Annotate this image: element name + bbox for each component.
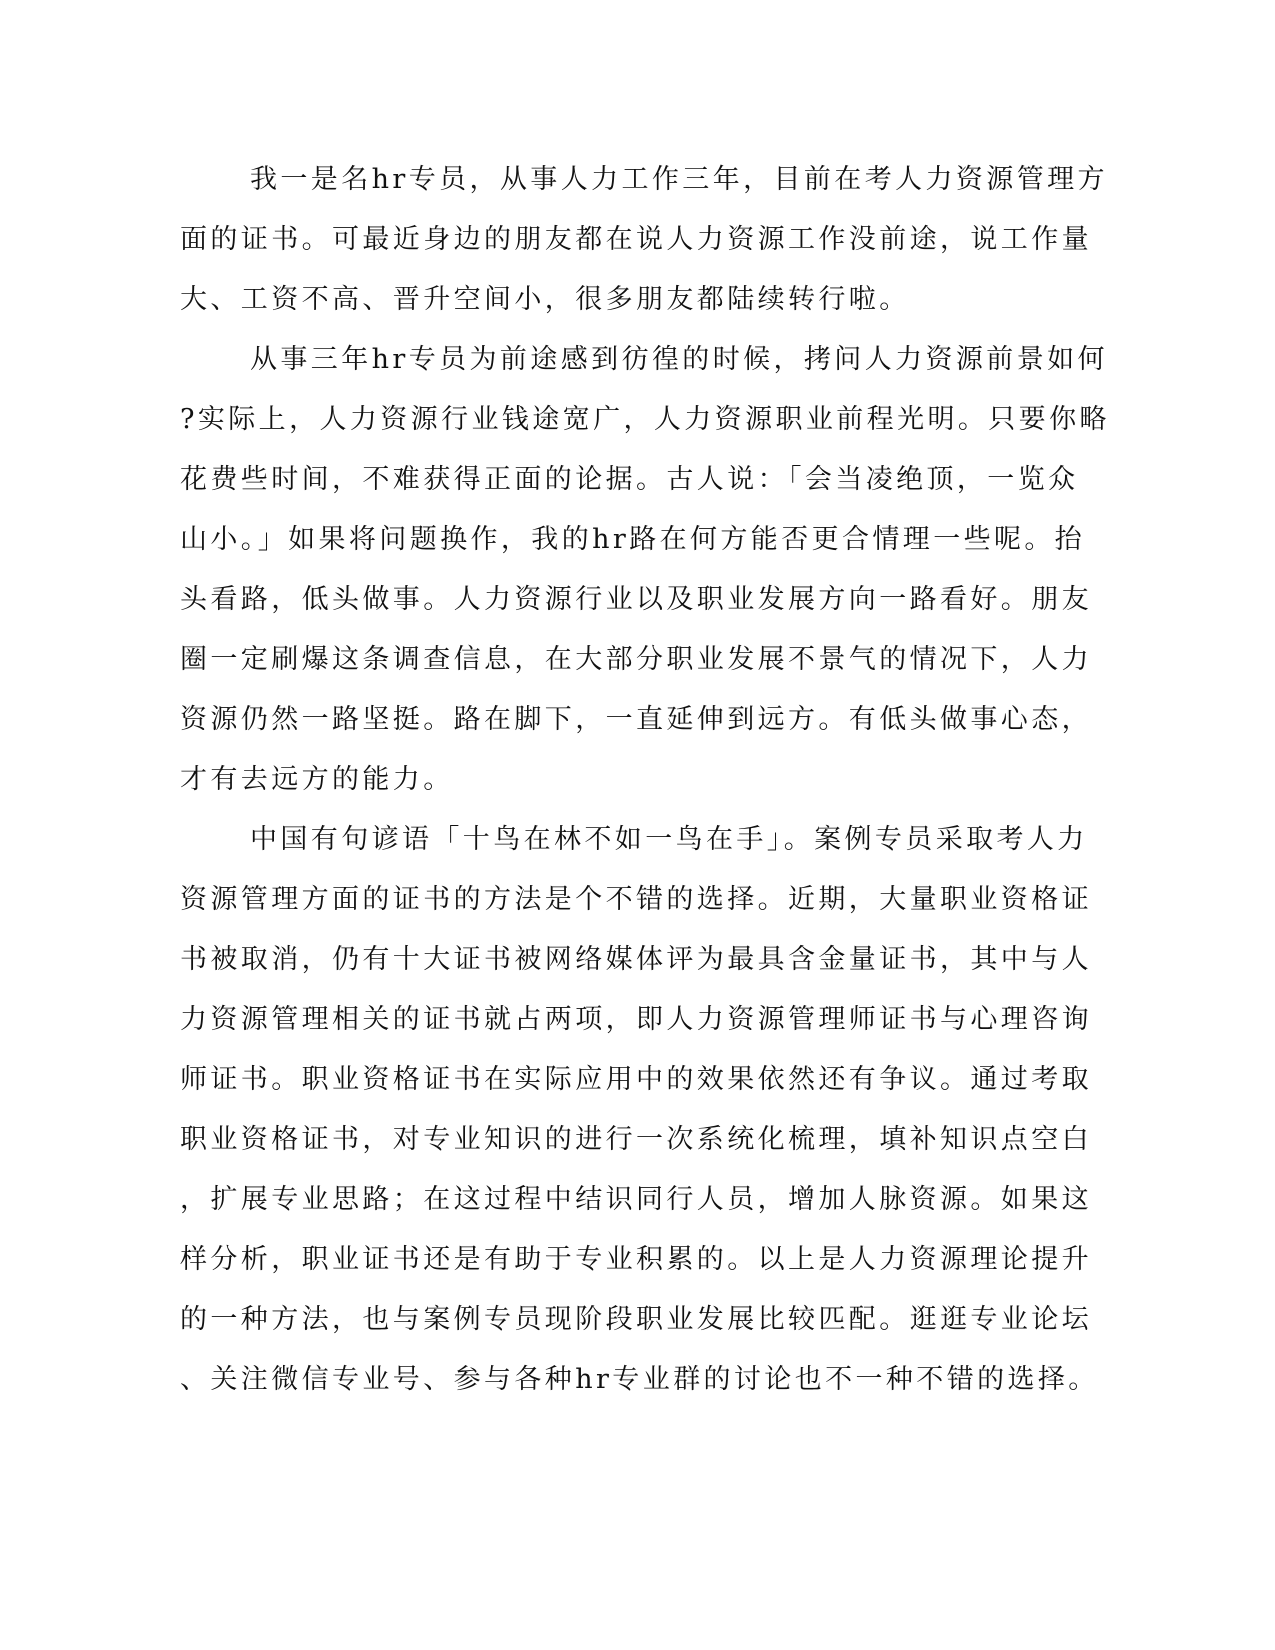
body-text bbox=[180, 158, 1110, 1418]
text-line: 我一是名hr专员，从事人力工作三年，目前在考人力资源管理方 bbox=[250, 164, 1108, 195]
text-line: 面的证书。可最近身边的朋友都在说人力资源工作没前途，说工作量 bbox=[180, 224, 1092, 255]
text-line: 、关注微信专业号、参与各种hr专业群的讨论也不一种不错的选择。 bbox=[180, 1364, 1099, 1395]
text-line: ，扩展专业思路；在这过程中结识同行人员，增加人脉资源。如果这 bbox=[180, 1184, 1092, 1215]
text-line: 资源管理方面的证书的方法是个不错的选择。近期，大量职业资格证 bbox=[180, 884, 1092, 915]
text-line: 力资源管理相关的证书就占两项，即人力资源管理师证书与心理咨询 bbox=[180, 1004, 1092, 1035]
text-line: ?实际上，人力资源行业钱途宽广，人力资源职业前程光明。只要你略 bbox=[180, 404, 1110, 435]
text-line: 样分析，职业证书还是有助于专业积累的。以上是人力资源理论提升 bbox=[180, 1244, 1092, 1275]
text-line: 职业资格证书，对专业知识的进行一次系统化梳理，填补知识点空白 bbox=[180, 1124, 1092, 1155]
text-line: 的一种方法，也与案例专员现阶段职业发展比较匹配。逛逛专业论坛 bbox=[180, 1304, 1092, 1335]
text-line: 山小。」如果将问题换作，我的hr路在何方能否更合情理一些呢。抬 bbox=[180, 524, 1086, 555]
text-line: 圈一定刷爆这条调查信息，在大部分职业发展不景气的情况下，人力 bbox=[180, 644, 1092, 675]
text-line: 师证书。职业资格证书在实际应用中的效果依然还有争议。通过考取 bbox=[180, 1064, 1092, 1095]
text-line: 花费些时间，不难获得正面的论据。古人说：「会当凌绝顶，一览众 bbox=[180, 464, 1079, 495]
text-line: 从事三年hr专员为前途感到彷徨的时候，拷问人力资源前景如何 bbox=[250, 344, 1108, 375]
text-line: 才有去远方的能力。 bbox=[180, 764, 454, 795]
text-line: 资源仍然一路坚挺。路在脚下，一直延伸到远方。有低头做事心态， bbox=[180, 704, 1092, 735]
text-line: 大、工资不高、晋升空间小，很多朋友都陆续转行啦。 bbox=[180, 284, 910, 315]
text-line: 书被取消，仍有十大证书被网络媒体评为最具含金量证书，其中与人 bbox=[180, 944, 1092, 975]
text-line: 中国有句谚语「十鸟在林不如一鸟在手」。案例专员采取考人力 bbox=[250, 824, 1088, 855]
text-line: 头看路，低头做事。人力资源行业以及职业发展方向一路看好。朋友 bbox=[180, 584, 1092, 615]
